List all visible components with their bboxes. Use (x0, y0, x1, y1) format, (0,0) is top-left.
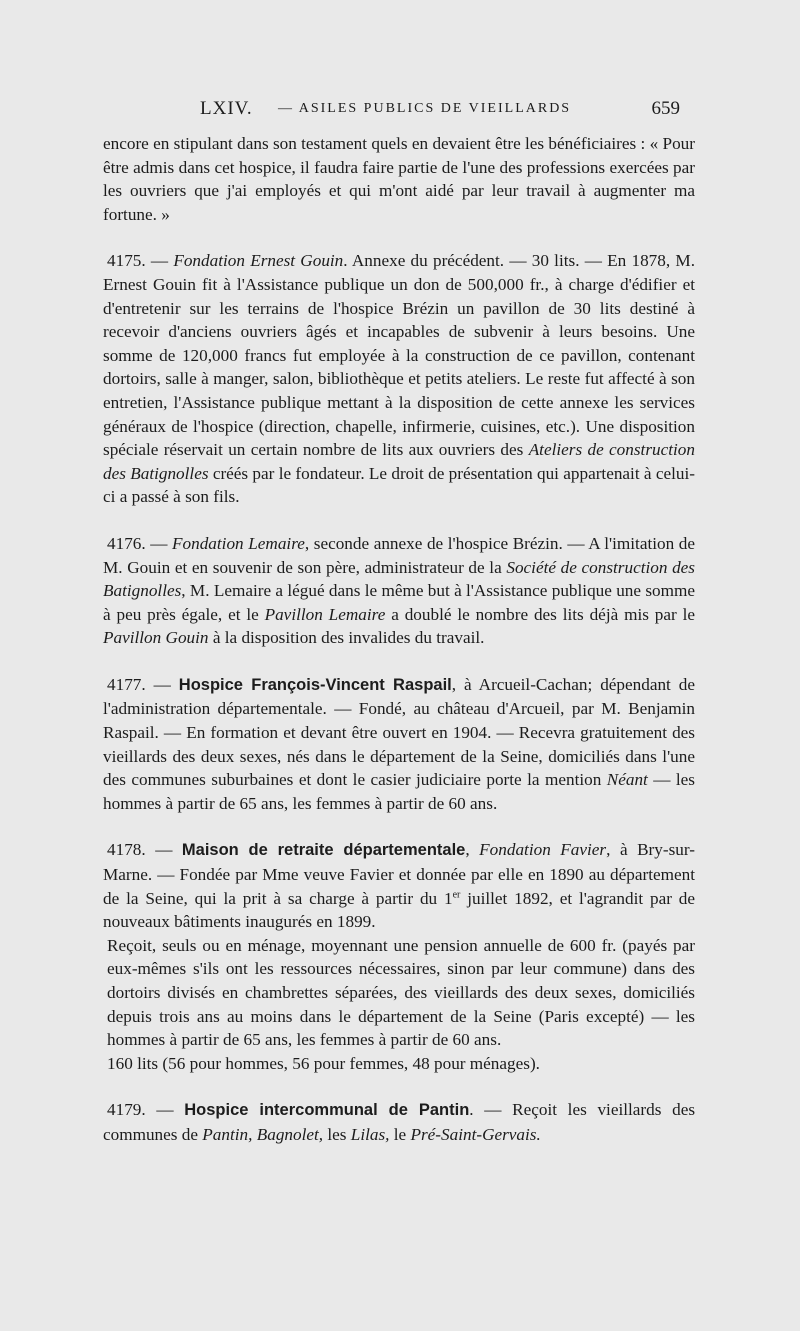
pavillon-gouin: Pavillon Gouin (103, 628, 209, 648)
commune-pantin-bagnolet: Pantin, Bagnolet, (202, 1124, 324, 1144)
entry-4175: 4175. — Fondation Ernest Gouin. Annexe du précédent. — 30 lits. — En 1878, M. Ernest Gouin fit à l'Assistance publique un don de 500,000 fr., à charge d'édifier et d'entretenir sur les terrains de l'hospice Brézin un pavillon de 30 lits destiné à recevoir d'anciens ouvriers âgés et incapables de subvenir à leurs besoins. Une somme de 120,000 francs fut employée à la construction de ce pavillon, contenant dortoirs, salle à manger, salon, bibliothèque et petits ateliers. Le reste fut affecté à son entretien, l'Assistance publique mettant à la disposition de cette annexe les services généraux de l'hospice (direction, chapelle, infirmerie, cuisines, etc.). Une disposition spéciale réservait un certain nombre de lits aux ouvriers des Ateliers de construction des Batignolles créés par le fondateur. Le droit de présentation qui appartenait à celui-ci a passé à son fils. (103, 251, 695, 507)
fondation-favier: Fondation Favier (479, 840, 607, 860)
ordinal-suffix: er (452, 888, 461, 900)
entry-4178-paragraph-2: Reçoit, seuls ou en ménage, moyennant une pension annuelle de 600 fr. (payés par eux-mêmes s'ils ont les ressources nécessaires, sinon par leur commune) dans des dortoirs divisés en chambrettes séparées, des vieillards des deux sexes, domiciliés depuis trois ans au moins dans le département de la Seine (Paris excepté) — les hommes à partir de 65 ans, les femmes à partir de 60 ans. (107, 935, 695, 1050)
chapter-number: LXIV. (200, 98, 253, 119)
entry-title: Hospice intercommunal de Pantin (184, 1101, 470, 1120)
entry-title: Fondation Ernest Gouin (173, 251, 344, 271)
entry-number: 4175. (107, 251, 146, 271)
chapter-title: — ASILES PUBLICS DE VIEILLARDS (278, 101, 572, 116)
entry-title: Fondation Lemaire (172, 533, 305, 553)
entry-4179: 4179. — Hospice intercommunal de Pantin. — Reçoit les vieillards des communes de Pantin, Bagnolet, les Lilas, le Pré-Saint-Gervais. (103, 1100, 696, 1144)
entry-number: 4178. (107, 840, 146, 860)
commune-pre-saint-gervais: Pré-Saint-Gervais. (410, 1124, 541, 1144)
body-text (103, 132, 695, 1147)
continuation-paragraph: encore en stipulant dans son testament quels en devaient être les bénéficiaires : « Pour être admis dans cet hospice, il faudra faire partie de l'une des professions exercées par les ouvriers que j'ai employés et qui m'ont aidé par leur travail à augmenter ma fortune. » (103, 134, 695, 224)
entry-title: Maison de retraite départementale (181, 841, 466, 860)
neant-mention: Néant (606, 770, 648, 790)
entry-4178: 4178. — Maison de retraite départementale, Fondation Favier, à Bry-sur-Marne. — Fondée par Mme veuve Favier et donnée par elle en 1890 au département de la Seine, qui la prit à sa charge à partir du 1er juillet 1892, et l'agrandit par de nouveaux bâtiments inaugurés en 1899. (103, 840, 695, 932)
running-header (100, 98, 680, 122)
entry-number: 4177. (107, 674, 146, 694)
ateliers-name: Ateliers de construction des Batignolles (103, 440, 695, 483)
page-number: 659 (651, 98, 680, 119)
pavillon-lemaire: Pavillon Lemaire (264, 604, 386, 624)
entry-4177: 4177. — Hospice François-Vincent Raspail, à Arcueil-Cachan; dépendant de l'administration départementale. — Fondé, au château d'Arcueil, par M. Benjamin Raspail. — En formation et devant être ouvert en 1904. — Recevra gratuitement des vieillards des deux sexes, nés dans le département de la Seine, domiciliés dans l'une des communes suburbaines et dont le casier judiciaire porte la mention Néant — les hommes à partir de 65 ans, les femmes à partir de 60 ans. (103, 674, 696, 813)
societe-name: Société de construction des Batignolles (103, 557, 695, 601)
entry-4176: 4176. — Fondation Lemaire, seconde annexe de l'hospice Brézin. — A l'imitation de M. Gouin et en souvenir de son père, administrateur de la Société de construction des Batignolles, M. Lemaire a légué dans le même but à l'Assistance publique une somme à peu près égale, et le Pavillon Lemaire a doublé le nombre des lits déjà mis par le Pavillon Gouin à la disposition des invalides du travail. (103, 533, 695, 648)
entry-number: 4179. (107, 1100, 146, 1120)
entry-4178-paragraph-3: 160 lits (56 pour hommes, 56 pour femmes, 48 pour ménages). (107, 1053, 540, 1073)
entry-number: 4176. (107, 533, 146, 553)
entry-title: Hospice François-Vincent Raspail (178, 675, 452, 694)
commune-lilas: Lilas, (350, 1124, 390, 1144)
